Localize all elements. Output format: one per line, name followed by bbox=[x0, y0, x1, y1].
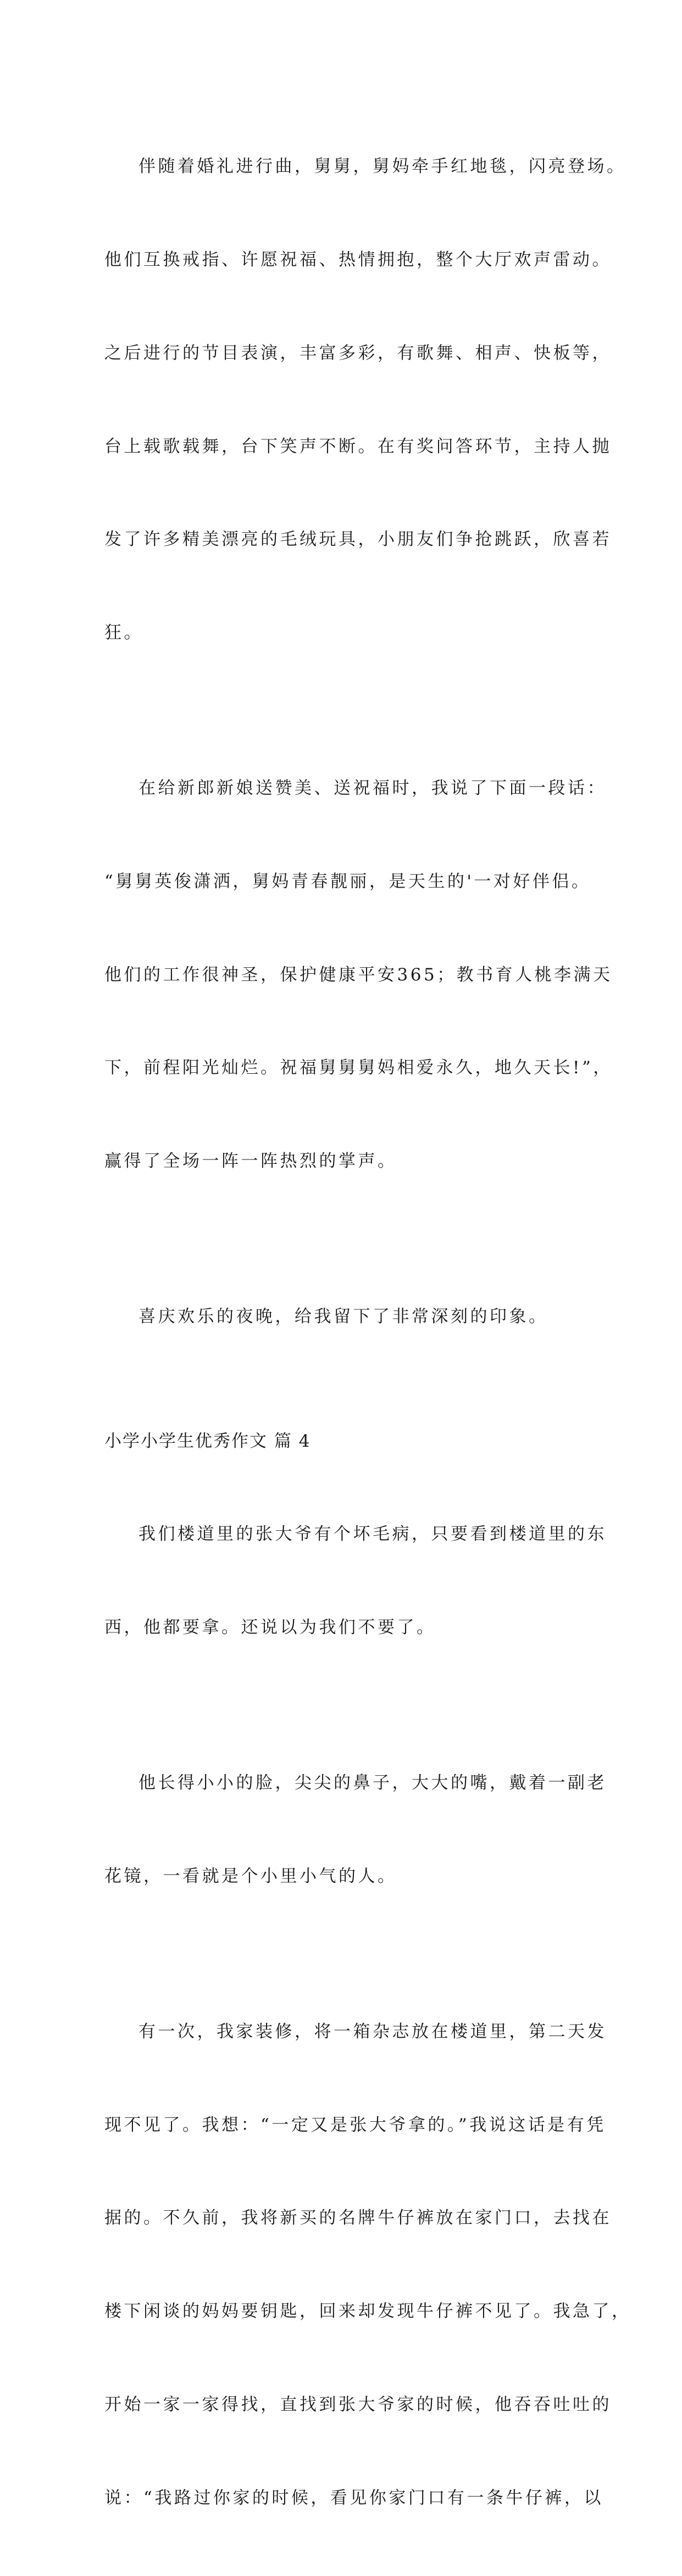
text-line: 喜庆欢乐的夜晚，给我留下了非常深刻的印象。 bbox=[138, 1307, 548, 1327]
text-line: 楼下闲谈的妈妈要钥匙，回来却发现牛仔裤不见了。我急了， bbox=[104, 2301, 631, 2322]
text-line: 伴随着婚礼进行曲，舅舅，舅妈牵手红地毯，闪亮登场。 bbox=[138, 157, 626, 177]
paragraph-blessing-speech bbox=[104, 711, 613, 1239]
text-line: 据的。不久前，我将新买的名牌牛仔裤放在家门口，去找在 bbox=[104, 2208, 612, 2228]
section-heading: 小学小学生优秀作文 篇 4 bbox=[104, 1431, 311, 1451]
text-line: 我们楼道里的张大爷有个坏毛病，只要看到楼道里的东 bbox=[138, 1524, 607, 1545]
document-body bbox=[104, 89, 631, 2576]
text-line: 狂。 bbox=[104, 623, 143, 643]
text-line: 发了许多精美漂亮的毛绒玩具，小朋友们争抢跳跃，欣喜若 bbox=[104, 529, 612, 550]
text-line: 他长得小小的脸，尖尖的鼻子，大大的嘴，戴着一副老 bbox=[138, 1773, 607, 1793]
text-line: 说：“我路过你家的时候，看见你家门口有一条牛仔裤，以 bbox=[104, 2488, 603, 2508]
paragraph-uncle-zhang-appearance bbox=[104, 1705, 607, 1954]
text-line: 西，他都要拿。还说以为我们不要了。 bbox=[104, 1618, 436, 1638]
text-line: 开始一家一家得找，直找到张大爷家的时候，他吞吞吐吐的 bbox=[104, 2394, 612, 2415]
paragraph-missing-magazines bbox=[104, 1954, 631, 2576]
paragraph-wedding-ceremony bbox=[104, 89, 626, 711]
text-line: 之后进行的节目表演，丰富多彩，有歌舞、相声、快板等， bbox=[104, 343, 612, 363]
paragraph-evening-impression bbox=[104, 1239, 577, 1395]
text-line: 台上载歌载舞，台下笑声不断。在有奖问答环节，主持人抛 bbox=[104, 436, 612, 456]
text-line: 有一次，我家装修，将一箱杂志放在楼道里，第二天发 bbox=[138, 2021, 607, 2042]
paragraph-uncle-zhang-habit bbox=[104, 1457, 607, 1705]
text-line: “舅舅英俊潇洒，舅妈青春靓丽，是天生的'一对好伴侣。 bbox=[104, 871, 591, 891]
text-line: 赢得了全场一阵一阵热烈的掌声。 bbox=[104, 1151, 397, 1172]
text-line: 现不见了。我想：“一定又是张大爷拿的。”我说这话是有凭 bbox=[104, 2115, 606, 2135]
text-line: 在给新郎新娘送赞美、送祝福时，我说了下面一段话： bbox=[138, 778, 607, 799]
text-line: 下，前程阳光灿烂。祝福舅舅舅妈相爱永久，地久天长!”， bbox=[104, 1058, 613, 1078]
text-line: 他们的工作很神圣，保护健康平安365；教书育人桃李满天 bbox=[104, 964, 613, 985]
text-line: 花镜，一看就是个小里小气的人。 bbox=[104, 1866, 397, 1886]
text-line: 他们互换戒指、许愿祝福、热情拥抱，整个大厅欢声雷动。 bbox=[104, 249, 612, 270]
